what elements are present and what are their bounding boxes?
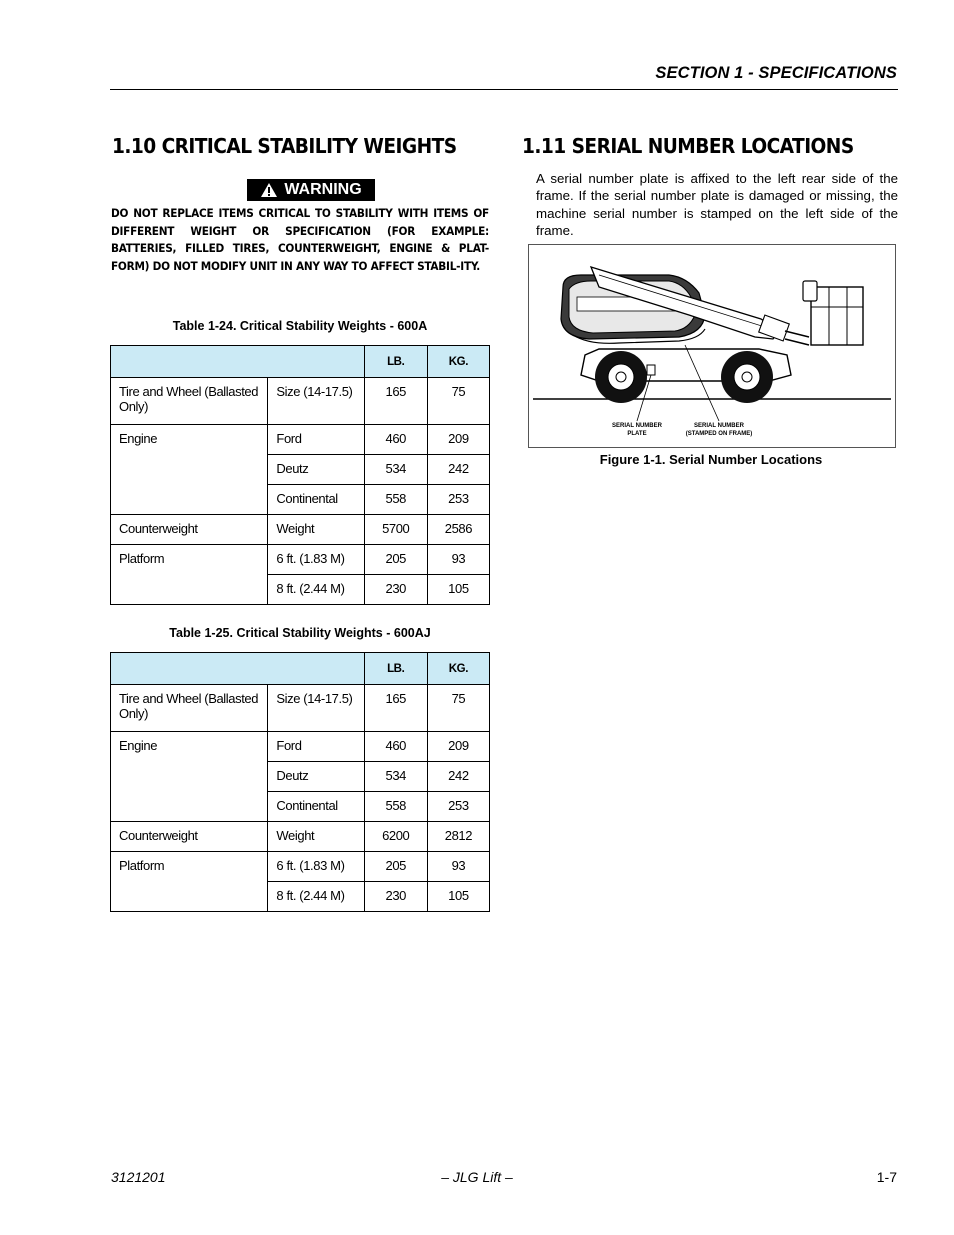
row-label: Counterweight xyxy=(111,515,268,545)
header-rule xyxy=(110,89,898,90)
table-1-25 xyxy=(110,652,490,912)
table-row xyxy=(111,685,490,732)
value-lb: 6200 xyxy=(364,822,427,852)
figure-caption: Figure 1-1. Serial Number Locations xyxy=(599,452,823,467)
row-label: Tire and Wheel (Ballasted Only) xyxy=(111,378,268,425)
row-label: Counterweight xyxy=(111,822,268,852)
row-sub: Ford xyxy=(268,732,364,762)
table-1-24 xyxy=(110,345,490,605)
row-sub: Ford xyxy=(268,425,364,455)
row-sub: Deutz xyxy=(268,762,364,792)
value-kg: 105 xyxy=(427,882,489,912)
table-header-row xyxy=(111,653,490,685)
label-serial-plate-2: PLATE xyxy=(627,431,647,437)
header-blank xyxy=(111,346,365,378)
value-kg: 75 xyxy=(427,685,489,732)
row-label: Platform xyxy=(111,545,268,605)
value-kg: 253 xyxy=(427,792,489,822)
header-lb: LB. xyxy=(364,346,427,378)
footer-page-number: 1-7 xyxy=(876,1169,897,1185)
value-lb: 5700 xyxy=(364,515,427,545)
value-kg: 105 xyxy=(427,575,489,605)
row-sub: 8 ft. (2.44 M) xyxy=(268,575,364,605)
serial-number-figure xyxy=(528,244,896,448)
row-sub: Size (14-17.5) xyxy=(268,685,364,732)
value-lb: 230 xyxy=(364,882,427,912)
row-label: Engine xyxy=(111,732,268,822)
row-label: Tire and Wheel (Ballasted Only) xyxy=(111,685,268,732)
value-kg: 242 xyxy=(427,455,489,485)
value-kg: 93 xyxy=(427,545,489,575)
value-lb: 205 xyxy=(364,852,427,882)
label-serial-plate-1: SERIAL NUMBER xyxy=(612,423,662,429)
row-sub: 6 ft. (1.83 M) xyxy=(268,545,364,575)
row-label: Engine xyxy=(111,425,268,515)
warning-triangle-icon xyxy=(260,182,278,198)
value-kg: 253 xyxy=(427,485,489,515)
table-row xyxy=(111,425,490,455)
value-kg: 209 xyxy=(427,425,489,455)
label-serial-frame-2: (STAMPED ON FRAME) xyxy=(685,431,753,437)
header-kg: KG. xyxy=(427,346,489,378)
serial-number-paragraph: A serial number plate is affixed to the left rear side of the frame. If the serial number plate is damaged or missing, the machine serial number is stamped on the left side of the frame. xyxy=(536,171,898,239)
row-sub: Continental xyxy=(268,485,364,515)
value-kg: 242 xyxy=(427,762,489,792)
value-lb: 165 xyxy=(364,685,427,732)
row-sub: Weight xyxy=(268,822,364,852)
table-1-24-caption: Table 1-24. Critical Stability Weights - 600A xyxy=(172,319,428,333)
footer-center: – JLG Lift – xyxy=(441,1169,513,1185)
row-label: Platform xyxy=(111,852,268,912)
footer-doc-number: 3121201 xyxy=(111,1169,166,1185)
boom-lift-illustration xyxy=(529,245,895,447)
value-lb: 460 xyxy=(364,732,427,762)
row-sub: 6 ft. (1.83 M) xyxy=(268,852,364,882)
table-row xyxy=(111,515,490,545)
value-lb: 534 xyxy=(364,762,427,792)
value-lb: 230 xyxy=(364,575,427,605)
row-sub: Size (14-17.5) xyxy=(268,378,364,425)
header-kg: KG. xyxy=(427,653,489,685)
table-1-25-caption: Table 1-25. Critical Stability Weights - 600AJ xyxy=(169,626,431,640)
table-row xyxy=(111,822,490,852)
value-lb: 165 xyxy=(364,378,427,425)
row-sub: 8 ft. (2.44 M) xyxy=(268,882,364,912)
header-blank xyxy=(111,653,365,685)
row-sub: Weight xyxy=(268,515,364,545)
value-lb: 534 xyxy=(364,455,427,485)
heading-serial-number-locations: 1.11 SERIAL NUMBER LOCATIONS xyxy=(522,134,854,158)
table-header-row xyxy=(111,346,490,378)
value-lb: 205 xyxy=(364,545,427,575)
value-kg: 75 xyxy=(427,378,489,425)
label-serial-frame-1: SERIAL NUMBER xyxy=(694,423,744,429)
row-sub: Continental xyxy=(268,792,364,822)
table-row xyxy=(111,852,490,882)
value-kg: 2812 xyxy=(427,822,489,852)
row-sub: Deutz xyxy=(268,455,364,485)
value-lb: 558 xyxy=(364,485,427,515)
value-lb: 460 xyxy=(364,425,427,455)
header-lb: LB. xyxy=(364,653,427,685)
heading-critical-stability-weights: 1.10 CRITICAL STABILITY WEIGHTS xyxy=(112,134,457,158)
table-row xyxy=(111,732,490,762)
value-kg: 209 xyxy=(427,732,489,762)
warning-label: WARNING xyxy=(284,181,362,198)
value-kg: 2586 xyxy=(427,515,489,545)
warning-text: DO NOT REPLACE ITEMS CRITICAL TO STABILITY WITH ITEMS OF DIFFERENT WEIGHT OR SPECIFICATION (FOR EXAMPLE: BATTERIES, FILLED TIRES, COUNTERWEIGHT, ENGINE & PLAT-FORM) DO NOT MODIFY UNIT IN ANY WAY TO AFFECT STABIL-ITY. xyxy=(111,206,489,273)
value-lb: 558 xyxy=(364,792,427,822)
value-kg: 93 xyxy=(427,852,489,882)
section-header: SECTION 1 - SPECIFICATIONS xyxy=(655,64,897,82)
table-row xyxy=(111,545,490,575)
warning-badge xyxy=(247,179,375,201)
table-row xyxy=(111,378,490,425)
